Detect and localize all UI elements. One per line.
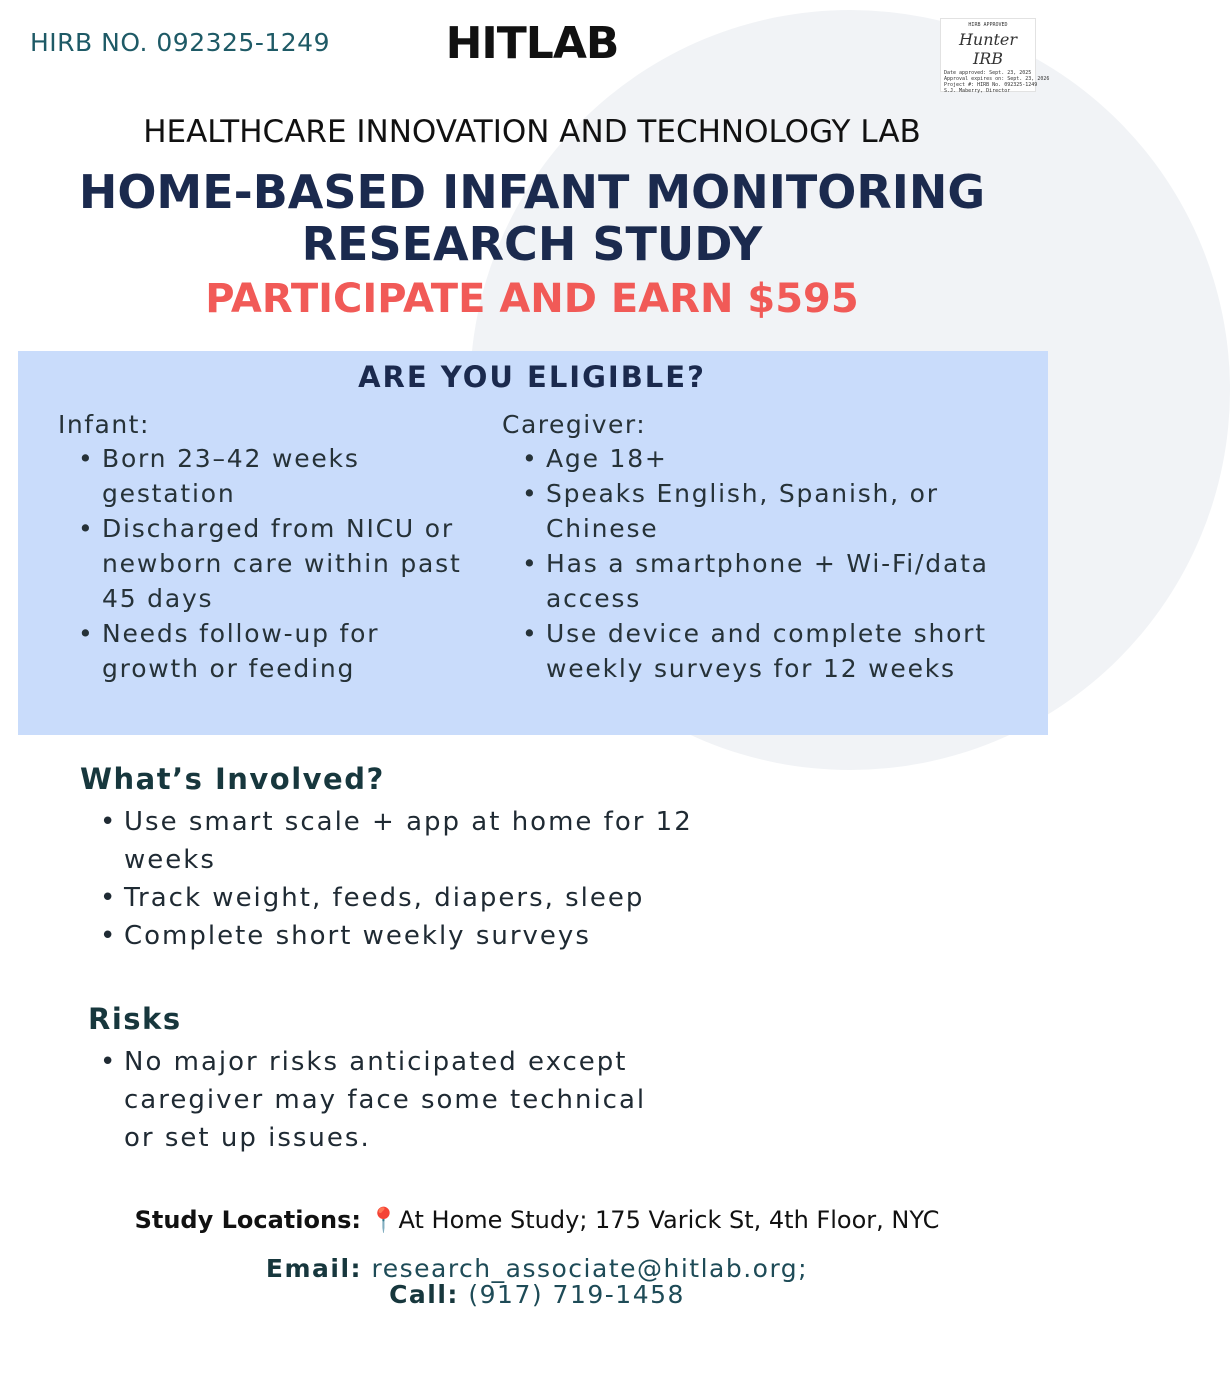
phone-link[interactable]: (917) 719-1458 <box>468 1280 685 1309</box>
study-title-line-2: RESEARCH STUDY <box>301 217 763 271</box>
hitlab-logo: HITLAB <box>445 18 619 69</box>
locations-label: Study Locations: <box>134 1206 361 1234</box>
caregiver-criteria-list <box>502 441 1022 686</box>
stamp-line: Approval expires on: Sept. 23, 2026 <box>944 76 1050 83</box>
study-locations <box>0 1206 1074 1234</box>
irb-approval-stamp <box>940 18 1050 95</box>
study-title-line-1: HOME-BASED INFANT MONITORING <box>78 165 986 219</box>
stamp-heading: HIRB APPROVED <box>968 22 1008 28</box>
list-item: • Speaks English, Spanish, or Chinese <box>502 476 1022 546</box>
list-item: • Track weight, feeds, diapers, sleep <box>100 879 700 917</box>
stamp-signature: Hunter IRB <box>958 30 1018 69</box>
email-link[interactable]: research_associate@hitlab.org; <box>371 1254 809 1283</box>
list-item: • Discharged from NICU or newborn care within past 45 days <box>58 511 478 616</box>
infant-criteria-list <box>58 441 478 686</box>
list-item: • No major risks anticipated except caregiver may face some technical or set up issues. <box>100 1043 680 1157</box>
compensation-banner: PARTICIPATE AND EARN $595 <box>205 276 859 322</box>
risks-title: Risks <box>88 1002 182 1036</box>
list-item: • Needs follow-up for growth or feeding <box>58 616 478 686</box>
email-line <box>0 1254 1074 1283</box>
list-item: • Has a smartphone + Wi-Fi/data access <box>502 546 1022 616</box>
caregiver-heading: Caregiver: <box>502 410 647 439</box>
call-line <box>0 1280 1074 1309</box>
call-label: Call: <box>389 1280 459 1309</box>
infant-heading: Infant: <box>58 410 150 439</box>
list-item: • Use smart scale + app at home for 12 weeks <box>100 803 700 879</box>
lab-name: HEALTHCARE INNOVATION AND TECHNOLOGY LAB <box>143 114 921 150</box>
study-title <box>0 166 1064 270</box>
risks-list <box>100 1043 680 1157</box>
list-item: • Use device and complete short weekly surveys for 12 weeks <box>502 616 1022 686</box>
list-item: • Born 23–42 weeks gestation <box>58 441 478 511</box>
involved-list <box>100 803 700 955</box>
infant-criteria <box>58 410 478 686</box>
email-label: Email: <box>265 1254 363 1283</box>
involved-title: What’s Involved? <box>80 762 385 796</box>
list-item: • Age 18+ <box>502 441 1022 476</box>
caregiver-criteria <box>502 410 1022 686</box>
hirb-number: HIRB NO. 092325-1249 <box>30 28 330 57</box>
eligibility-title: ARE YOU ELIGIBLE? <box>358 360 706 394</box>
locations-value: At Home Study; 175 Varick St, 4th Floor, NYC <box>398 1206 940 1234</box>
list-item: • Complete short weekly surveys <box>100 917 700 955</box>
map-pin-icon: 📍 <box>368 1206 399 1234</box>
stamp-line: S.J. Maberry, Director <box>944 88 1011 95</box>
stamp-line: Project #: HIRB No. 092325-1249 <box>944 82 1038 89</box>
stamp-line: Date approved: Sept. 23, 2025 <box>944 70 1032 77</box>
